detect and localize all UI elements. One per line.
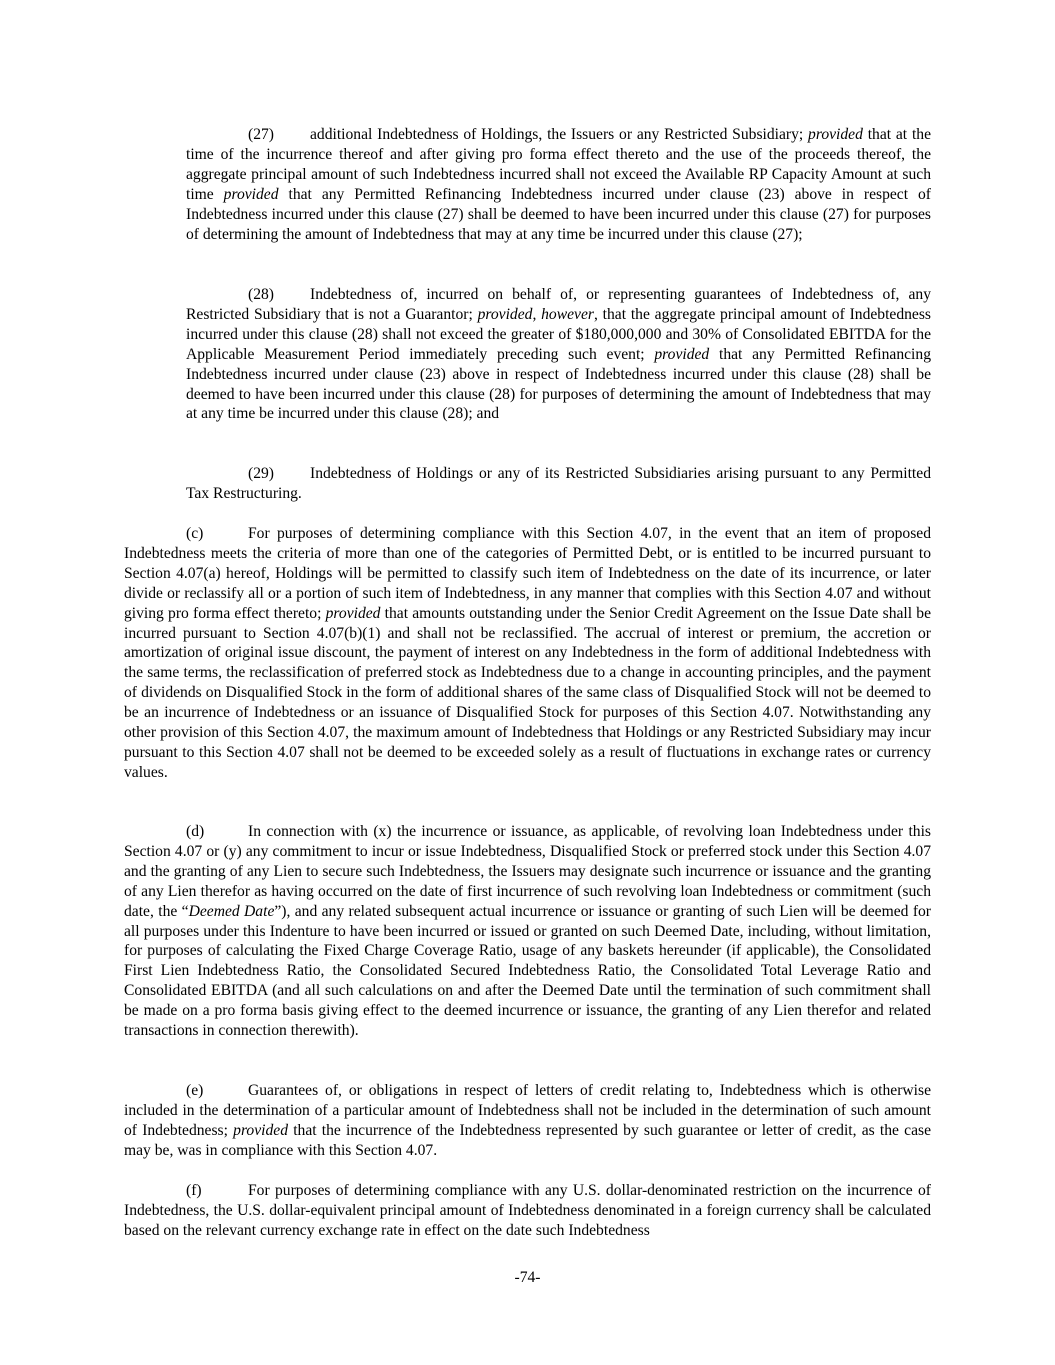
clause-29-number: (29): [248, 465, 274, 482]
paragraph-d: (d) In connection with (x) the incurrence or issuance, as applicable, of revolving loan Indebtedness under this Section 4.07 or (y) any commitment to incur or issue Indebtedness, Disqualified Stock or preferred stock under this Section 4.07 and the granting of any Lien to secure such Indebtedness, the Issuers may designate such incurrence or issuance and the granting of any Lien therefor as having occurred on the date of first incurrence of such revolving loan Indebtedness or commitment (such date, the “Deemed Date”), and any related subsequent actual incurrence or issuance or granting of such Lien will be deemed for all purposes under this Indenture to have been incurred or issued or granted on such Deemed Date, including, without limitation, for purposes of calculating the Fixed Charge Coverage Ratio, usage of any baskets hereunder (if applicable), the Consolidated First Lien Indebtedness Ratio, the Consolidated Secured Indebtedness Ratio, the Consolidated Total Leverage Ratio and Consolidated EBITDA (and all such calculations on and after the Deemed Date until the termination of such commitment shall be made on a pro forma basis giving effect to the deemed incurrence or issuance, the granting of any Lien therefor and related transactions in connection therewith).: [124, 823, 931, 1040]
paragraph-e: (e) Guarantees of, or obligations in respect of letters of credit relating to, Indebtedness which is otherwise included in the determination of a particular amount of Indebtedness shall not be included in the determination of such amount of Indebtedness; provided that the incurrence of the Indebtedness represented by such guarantee or letter of credit, as the case may be, was in compliance with this Section 4.07.: [124, 1082, 932, 1159]
paragraph-d-label: (d): [186, 823, 205, 840]
paragraph-f-label: (f): [186, 1182, 202, 1199]
clause-28: (28) Indebtedness of, incurred on behalf of, or representing guarantees of Indebtedness of, any Restricted Subsidiary that is not a Guarantor; provided, however, that the aggregate principal amount of Indebtedness incurred under this clause (28) shall not exceed the greater of $180,000,000 and 30% of Consolidated EBITDA for the Applicable Measurement Period immediately preceding such event; provided that any Permitted Refinancing Indebtedness incurred under clause (23) above in respect of Indebtedness incurred under this clause (28) shall be deemed to have been incurred under this clause (28) for purposes of determining the amount of Indebtedness that may at any time be incurred under this clause (28); and: [186, 286, 931, 423]
paragraph-f: (f) For purposes of determining compliance with any U.S. dollar-denominated restriction on the incurrence of Indebtedness, the U.S. dollar-equivalent principal amount of Indebtedness denominated in a foreign currency shall be calculated based on the relevant currency exchange rate in effect on the date such Indebtedness: [124, 1182, 931, 1239]
clause-27: (27) additional Indebtedness of Holdings, the Issuers or any Restricted Subsidiary; provided that at the time of the incurrence thereof and after giving pro forma effect thereto and the use of the proceeds thereof, the aggregate principal amount of such Indebtedness incurred shall not exceed the Available RP Capacity Amount at such time provided that any Permitted Refinancing Indebtedness incurred under clause (23) above in respect of Indebtedness incurred under this clause (27) shall be deemed to have been incurred under this clause (27) for purposes of determining the amount of Indebtedness that may at any time be incurred under this clause (27);: [186, 126, 931, 243]
paragraph-e-label: (e): [186, 1082, 204, 1099]
clause-28-number: (28): [248, 286, 274, 303]
clause-29: (29) Indebtedness of Holdings or any of its Restricted Subsidiaries arising pursuant to any Permitted Tax Restructuring.: [186, 465, 931, 502]
paragraph-c: (c) For purposes of determining compliance with this Section 4.07, in the event that an item of proposed Indebtedness meets the criteria of more than one of the categories of Permitted Debt, or is entitled to be incurred pursuant to Section 4.07(a) hereof, Holdings will be permitted to classify such item of Indebtedness on the date of its incurrence, or later divide or reclassify all or a portion of such item of Indebtedness, in any manner that complies with this Section 4.07 and without giving pro forma effect thereto; provided that amounts outstanding under the Senior Credit Agreement on the Issue Date shall be incurred pursuant to Section 4.07(b)(1) and shall not be reclassified. The accrual of interest or premium, the accretion or amortization of original issue discount, the payment of interest on any Indebtedness in the form of additional Indebtedness with the same terms, the reclassification of preferred stock as Indebtedness due to a change in accounting principles, and the payment of dividends on Disqualified Stock in the form of additional shares of the same class of Disqualified Stock will not be deemed to be an incurrence of Indebtedness or an issuance of Disqualified Stock for purposes of this Section 4.07. Notwithstanding any other provision of this Section 4.07, the maximum amount of Indebtedness that Holdings or any Restricted Subsidiary may incur pursuant to this Section 4.07 shall not be deemed to be exceeded solely as a result of fluctuations in exchange rates or currency values.: [124, 525, 931, 781]
clause-27-number: (27): [248, 126, 274, 143]
paragraph-c-label: (c): [186, 525, 204, 542]
page-number: -74-: [514, 1269, 541, 1286]
